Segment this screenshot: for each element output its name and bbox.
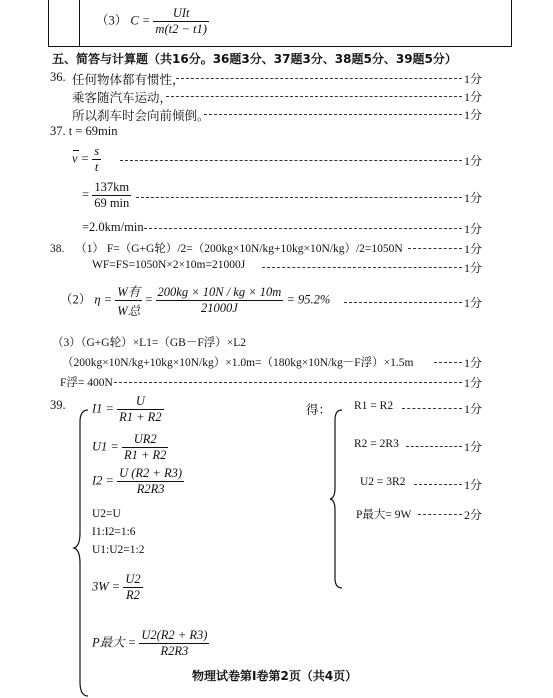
- q38-dash-3: [344, 302, 462, 303]
- q39-eq-3w: 3W = $\frac{U2}{R2}$: [92, 572, 141, 602]
- top-formula-den: m(t2 − t1): [155, 22, 207, 36]
- q37-score-1: 1分: [464, 154, 483, 168]
- q38-eta-result: = 95.2%: [286, 292, 331, 307]
- top-formula-lhs: C =: [130, 13, 151, 28]
- section-title: 五、简答与计算题（共16分。36题3分、37题3分、38题5分、39题5分）: [52, 52, 457, 66]
- q38-calc-num: 200kg × 10N / kg × 10m: [157, 285, 282, 299]
- q37-calc-den: 69 min: [94, 196, 130, 210]
- q36-score-2: 1分: [464, 90, 483, 104]
- q37-given: 37. t = 69min: [50, 124, 118, 138]
- q37-v-den: t: [94, 160, 99, 174]
- top-formula-label: （3）: [96, 13, 128, 28]
- q38-score-5: 1分: [464, 376, 483, 390]
- q39-eq-ratio-u: U1:U2=1:2: [92, 544, 145, 556]
- q38-w-fraction: [115, 282, 142, 319]
- q39-dash-4: [418, 514, 462, 515]
- q37-result: =2.0km/min: [82, 220, 144, 234]
- q36-line-1: 任何物体都有惯性，: [72, 73, 185, 87]
- q36-score-1: 1分: [464, 72, 483, 86]
- q39-result-4: P最大= 9W: [356, 509, 412, 521]
- q38-w-num: W有: [115, 282, 142, 301]
- q38-score-4: 1分: [464, 356, 483, 370]
- q37-v-lhs: v =: [72, 151, 90, 166]
- q38-w-den: W总: [117, 304, 141, 318]
- q36-dash-1: [176, 78, 462, 79]
- q38-part3-line-2: （200kg×10N/kg+10kg×10N/kg）×1.0m=（180kg×10N/kg－F浮）×1.5m: [62, 357, 414, 369]
- q39-eq-pmax: P最大 = $\frac{U2(R2 + R3)}{R2R3}$: [92, 628, 208, 658]
- q39-number: 39.: [50, 398, 66, 412]
- q39-dash-2: [406, 446, 462, 447]
- q37-calc-num: 137km: [92, 180, 131, 196]
- q36-dash-3: [204, 114, 462, 115]
- q38-line1-text: F=（G+G轮）/2=（200kg×10N/kg+10kg×10N/kg）/2=1050N: [106, 243, 403, 255]
- q37-calc: = $\frac{137km}{69 \min}$: [82, 180, 130, 210]
- q37-dash-1: [120, 160, 462, 161]
- q36-line-2: 乘客随汽车运动，: [72, 91, 173, 105]
- q38-dash-5: [114, 382, 462, 383]
- q37-calc-fraction: [92, 180, 131, 211]
- q37-dash-3: [144, 228, 462, 229]
- q38-eta-lhs: η =: [94, 292, 113, 307]
- q37-v-bar: [73, 150, 79, 151]
- q37-dash-2: [136, 197, 462, 198]
- q39-result-2: R2 = 2R3: [354, 438, 399, 450]
- q38-part3-line-3: F浮= 400N: [60, 377, 113, 389]
- top-formula: [96, 6, 209, 37]
- q38-part1-label: （1）: [75, 243, 104, 255]
- q38-score-2: 1分: [464, 261, 483, 275]
- q39-eq-i2: I2 = $\frac{U (R2 + R3)}{R2R3}$: [92, 466, 183, 496]
- q39-eq-ratio-i: I1:I2=1:6: [92, 526, 136, 538]
- q36-dash-2: [166, 96, 462, 97]
- q38-dash-2: [262, 267, 462, 268]
- q38-eta-formula: （2） η = $\frac{\text{W有}}{\text{W总}}$ = $\frac{200kg \times 10N / kg \times 10m}{21000J}$ = 95.2%: [60, 282, 330, 319]
- q36-number: 36.: [50, 70, 66, 84]
- q39-result-1: R1 = R2: [354, 400, 394, 412]
- q39-score-1: 1分: [464, 402, 483, 416]
- q39-dash-1: [402, 408, 462, 409]
- q39-eq-i1: I1 = $\frac{U}{R1 + R2}$: [92, 394, 162, 424]
- q38-dash-4: [434, 362, 462, 363]
- q39-score-2: 1分: [464, 440, 483, 454]
- q38-score-1: 1分: [464, 242, 483, 256]
- top-formula-fraction: [153, 6, 208, 37]
- q37-score-3: 1分: [464, 222, 483, 236]
- q39-score-4: 2分: [464, 508, 483, 522]
- q39-eq-u2: U2=U: [92, 508, 121, 520]
- q39-score-3: 1分: [464, 478, 483, 492]
- q38-number: 38.: [50, 243, 65, 255]
- q38-part2-label: （2）: [60, 292, 92, 307]
- q37-v-formula: [72, 144, 101, 175]
- top-formula-num: UIt: [153, 6, 208, 22]
- q38-dash-1: [408, 248, 462, 249]
- q36-line-3: 所以刹车时会向前倾倒。: [72, 109, 210, 123]
- q37-score-2: 1分: [464, 191, 483, 205]
- q39-de-label: 得：: [306, 403, 332, 417]
- top-table-divider: [79, 0, 80, 46]
- q38-calc-den: 21000J: [201, 301, 238, 315]
- q39-result-3: U2 = 3R2: [360, 476, 406, 488]
- q36-score-3: 1分: [464, 108, 483, 122]
- q38-score-3: 1分: [464, 296, 483, 310]
- page-footer: 物理试卷第Ⅰ卷第2页（共4页）: [192, 669, 358, 683]
- q39-left-brace: [72, 408, 92, 698]
- q37-v-fraction: [92, 144, 101, 175]
- q38-line-1: [50, 240, 403, 256]
- q38-calc-fraction: [156, 285, 284, 316]
- q39-right-brace: [328, 408, 344, 590]
- q39-dash-3: [414, 484, 462, 485]
- q39-eq-u1: U1 = $\frac{UR2}{R1 + R2}$: [92, 432, 167, 462]
- q37-v-num: s: [94, 144, 100, 158]
- q38-line-2: WF=FS=1050N×2×10m=21000J: [92, 259, 246, 271]
- q38-part3-line-1: （3）（G+G轮）×L1=（GB－F浮）×L2: [52, 337, 246, 349]
